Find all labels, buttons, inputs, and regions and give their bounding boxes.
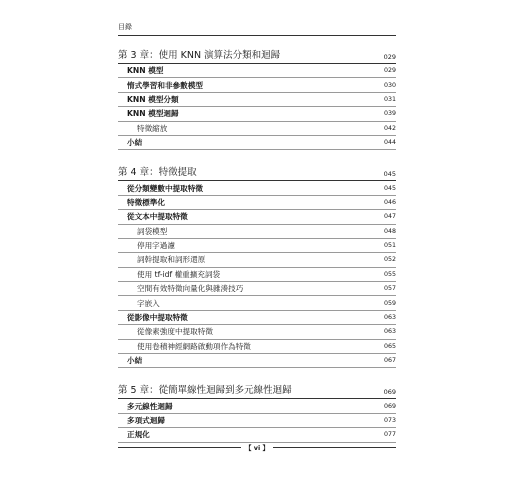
entry-page: 077 xyxy=(383,431,396,439)
entry-page: 063 xyxy=(383,314,396,322)
entry-title: 特徵標準化 xyxy=(127,197,165,207)
chapter-spacer xyxy=(118,368,396,383)
chapter-title: 第 4 章：特徵提取 xyxy=(118,167,197,179)
entry-page: 063 xyxy=(383,328,396,336)
entry-title: 小結 xyxy=(127,138,143,148)
page-number: 【 vi 】 xyxy=(245,443,269,452)
running-header xyxy=(118,22,396,36)
toc-section[interactable] xyxy=(118,311,396,325)
entry-title: 詞袋模型 xyxy=(137,226,168,236)
entry-page: 044 xyxy=(383,139,396,147)
toc-subsection[interactable] xyxy=(118,122,396,136)
entry-title: 多項式迴歸 xyxy=(127,416,165,425)
toc-section[interactable] xyxy=(118,181,396,195)
entry-title: KNN 模型 xyxy=(127,66,164,76)
entry-page: 069 xyxy=(383,402,396,410)
entry-page: 046 xyxy=(383,198,396,206)
entry-page: 059 xyxy=(383,299,396,307)
chapter-title: 第 5 章：從簡單線性迴歸到多元線性迴歸 xyxy=(118,385,292,397)
chapter-page: 045 xyxy=(383,170,396,179)
chapter-heading[interactable] xyxy=(118,165,396,181)
chapter-page: 069 xyxy=(383,388,396,397)
toc-section[interactable] xyxy=(118,210,396,224)
toc-section[interactable] xyxy=(118,399,396,413)
toc-section[interactable] xyxy=(118,64,396,78)
entry-title: 從分類變數中提取特徵 xyxy=(127,183,203,193)
table-of-contents xyxy=(118,48,396,443)
page-footer xyxy=(118,442,396,452)
toc-section[interactable] xyxy=(118,428,396,442)
entry-page: 047 xyxy=(383,213,396,221)
toc-subsection[interactable] xyxy=(118,340,396,354)
entry-page: 051 xyxy=(383,242,396,250)
header-title: 目錄 xyxy=(118,23,132,31)
entry-title: 從文本中提取特徵 xyxy=(127,212,188,222)
entry-page: 045 xyxy=(383,184,396,192)
toc-section[interactable] xyxy=(118,78,396,92)
entry-page: 073 xyxy=(383,417,396,424)
chapter-title: 第 3 章：使用 KNN 演算法分類和迴歸 xyxy=(118,50,281,61)
footer-rule-right xyxy=(273,447,396,448)
toc-subsection[interactable] xyxy=(118,268,396,282)
entry-title: 惰式學習和非參數模型 xyxy=(127,80,203,90)
entry-title: 空間有效特徵向量化與雜湊技巧 xyxy=(137,284,244,294)
toc-subsection[interactable] xyxy=(118,225,396,239)
entry-title: KNN 模型迴歸 xyxy=(127,109,179,119)
entry-page: 031 xyxy=(383,95,396,103)
chapter-heading[interactable] xyxy=(118,383,396,399)
entry-page: 067 xyxy=(383,357,396,365)
entry-title: 停用字過濾 xyxy=(137,241,175,251)
toc-subsection[interactable] xyxy=(118,253,396,267)
chapter-page: 029 xyxy=(383,53,396,61)
toc-section[interactable] xyxy=(118,354,396,368)
entry-page: 055 xyxy=(383,270,396,278)
entry-title: 從影像中提取特徵 xyxy=(127,313,188,323)
footer-rule-left xyxy=(118,447,241,448)
entry-title: 小結 xyxy=(127,356,143,366)
entry-page: 052 xyxy=(383,256,396,264)
entry-title: 多元線性迴歸 xyxy=(127,401,173,411)
entry-title: 從像素強度中提取特徵 xyxy=(137,327,213,337)
toc-section[interactable] xyxy=(118,107,396,121)
toc-subsection[interactable] xyxy=(118,239,396,253)
entry-title: 特徵縮放 xyxy=(137,123,168,133)
entry-page: 065 xyxy=(383,342,396,350)
entry-page: 029 xyxy=(383,67,396,75)
chapter-heading[interactable] xyxy=(118,48,396,64)
entry-title: 使用卷積神經網路啟動項作為特徵 xyxy=(137,341,251,351)
entry-page: 030 xyxy=(383,81,396,89)
entry-page: 057 xyxy=(383,285,396,293)
toc-section[interactable] xyxy=(118,414,396,428)
toc-section[interactable] xyxy=(118,196,396,210)
entry-title: 詞幹提取和詞形還原 xyxy=(137,255,206,265)
toc-subsection[interactable] xyxy=(118,296,396,310)
entry-title: 使用 tf-idf 權重擴充詞袋 xyxy=(137,269,221,279)
entry-page: 042 xyxy=(383,124,396,132)
toc-section[interactable] xyxy=(118,93,396,107)
toc-section[interactable] xyxy=(118,136,396,150)
toc-subsection[interactable] xyxy=(118,282,396,296)
entry-page: 048 xyxy=(383,227,396,235)
entry-title: 正規化 xyxy=(127,430,150,440)
chapter-spacer xyxy=(118,150,396,165)
toc-subsection[interactable] xyxy=(118,325,396,339)
entry-page: 039 xyxy=(383,110,396,118)
entry-title: 字嵌入 xyxy=(137,298,160,308)
entry-title: KNN 模型分類 xyxy=(127,94,179,104)
